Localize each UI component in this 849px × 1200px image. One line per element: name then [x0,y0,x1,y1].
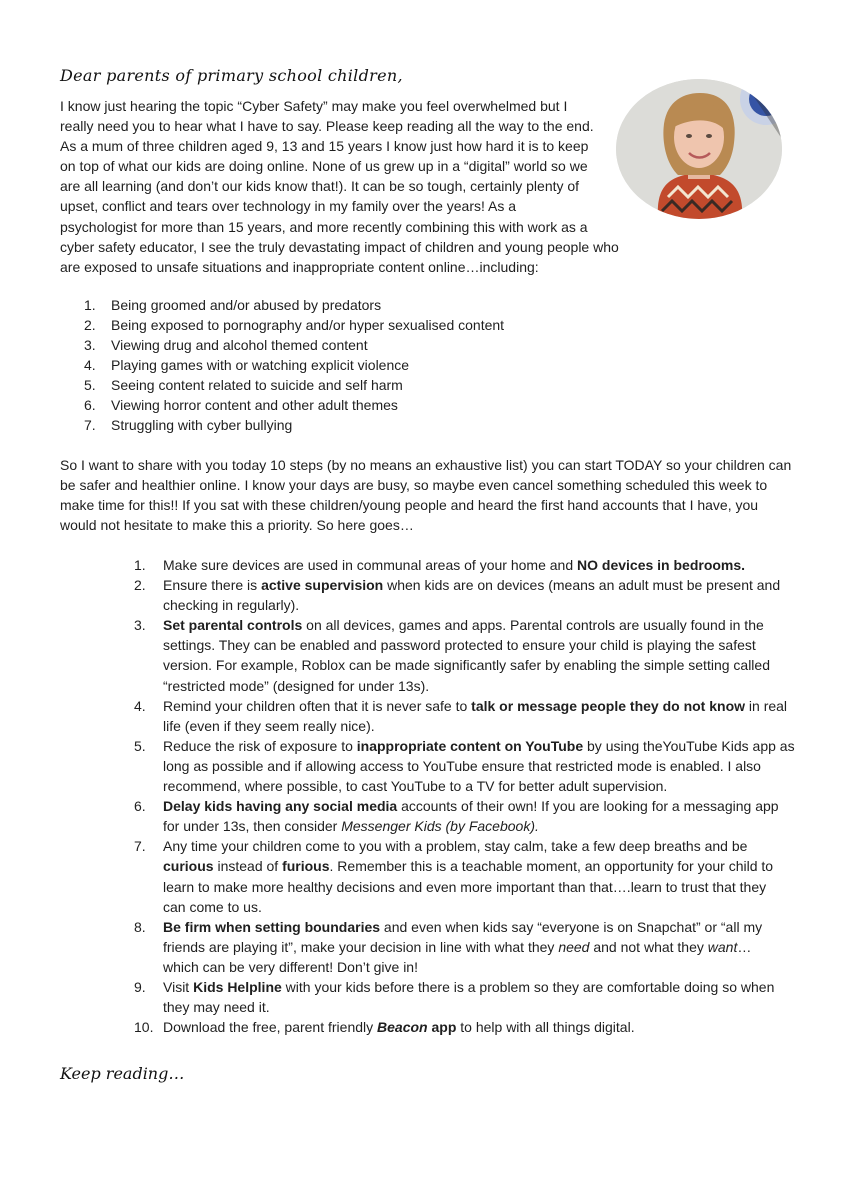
intro-line: cyber safety educator, I see the truly devastating impact of children and young people who [60,238,619,255]
list-item: 6. Viewing horror content and other adult themes [84,397,398,413]
keep-reading-signoff: Keep reading… [60,1064,185,1083]
author-photo [616,79,782,219]
step-item: 5. Reduce the risk of exposure to inappropriate content on YouTube by using theYouTube Kids app as long as possible and if allowing access to YouTube ensure that restricted mode is enabled. I also recommend, where possible, to cast YouTube to a TV for better adult supervision. [134,737,795,795]
paragraph-line: be safer and healthier online. I know your days are busy, so maybe even cancel something scheduled this week to [60,477,768,494]
risk-list [84,295,504,435]
intro-line: are exposed to unsafe situations and inappropriate content online…including: [60,258,539,275]
list-item: 3. Viewing drug and alcohol themed content [84,337,368,353]
intro-line: on top of what our kids are doing online. None of us grew up in a “digital” world so we [60,158,588,175]
paragraph-line: So I want to share with you today 10 steps (by no means an exhaustive list) you can start TODAY so your children can [60,457,792,473]
intro-line: really need you to hear what I have to say. Please keep reading all the way to the end. [60,118,594,135]
list-item: 5. Seeing content related to suicide and self harm [84,377,403,393]
step-item: 4. Remind your children often that it is never safe to talk or message people they do not know in real life (even if they seem really nice). [134,697,788,734]
steps-intro-paragraph [60,455,800,535]
step-item: 9. Visit Kids Helpline with your kids before there is a problem so they are comfortable doing so when they may need it. [134,978,775,1016]
list-item: 4. Playing games with or watching explicit violence [84,357,410,373]
list-item: 1. Being groomed and/or abused by predators [84,297,382,313]
intro-line: are all learning (and don’t our kids know that!). It can be so tough, certainly plenty of [60,178,580,195]
intro-line: As a mum of three children aged 9, 13 and 15 years I know just how hard it is to keep [60,138,589,155]
paragraph-line: would not hesitate to make this a priority. So here goes… [60,517,414,534]
step-item: 8. Be firm when setting boundaries and even when kids say “everyone is on Snapchat” or “all my friends are playing it”, make your decision in line with what they need and not what they want… which can be very different! Don’t give in! [134,918,763,975]
list-item: 2. Being exposed to pornography and/or hyper sexualised content [84,317,505,333]
intro-line: I know just hearing the topic “Cyber Safety” may make you feel overwhelmed but I [60,98,568,114]
step-item: 6. Delay kids having any social media accounts of their own! If you are looking for a messaging app for under 13s, then consider Messenger Kids (by Facebook). [134,798,779,835]
greeting-heading: Dear parents of primary school children, [60,66,403,85]
step-item: 10. Download the free, parent friendly Beacon app to help with all things digital. [134,1019,635,1036]
step-item: 2. Ensure there is active supervision when kids are on devices (means an adult must be present and checking in regularly). [134,577,781,614]
steps-list [134,555,794,1037]
step-item: 7. Any time your children come to you with a problem, stay calm, take a few deep breaths and be curious instead of furious. Remember this is a teachable moment, an opportunity for your child to learn to make more healthy decisions and even more important than that….learn to trust that they can come to us. [134,838,774,915]
step-item: 3. Set parental controls on all devices, games and apps. Parental controls are usually found in the settings. They can be enabled and password protected to ensure your child is playing the safest version. For example, Roblox can be made significantly safer by enabling the simple setting called “restricted mode” (designed for under 13s). [134,617,770,694]
intro-paragraph [60,96,635,277]
intro-line: psychologist for more than 15 years, and more recently combining this with work as a [60,218,588,235]
author-portrait-illustration [616,79,782,219]
list-item: 7. Struggling with cyber bullying [84,417,293,433]
intro-line: upset, conflict and tears over technology in my family over the years! As a [60,198,516,215]
step-item: 1. Make sure devices are used in communal areas of your home and NO devices in bedrooms. [134,557,746,573]
paragraph-line: make time for this!! If you sat with these children/young people and heard the first hand accounts that I have, you [60,497,759,514]
